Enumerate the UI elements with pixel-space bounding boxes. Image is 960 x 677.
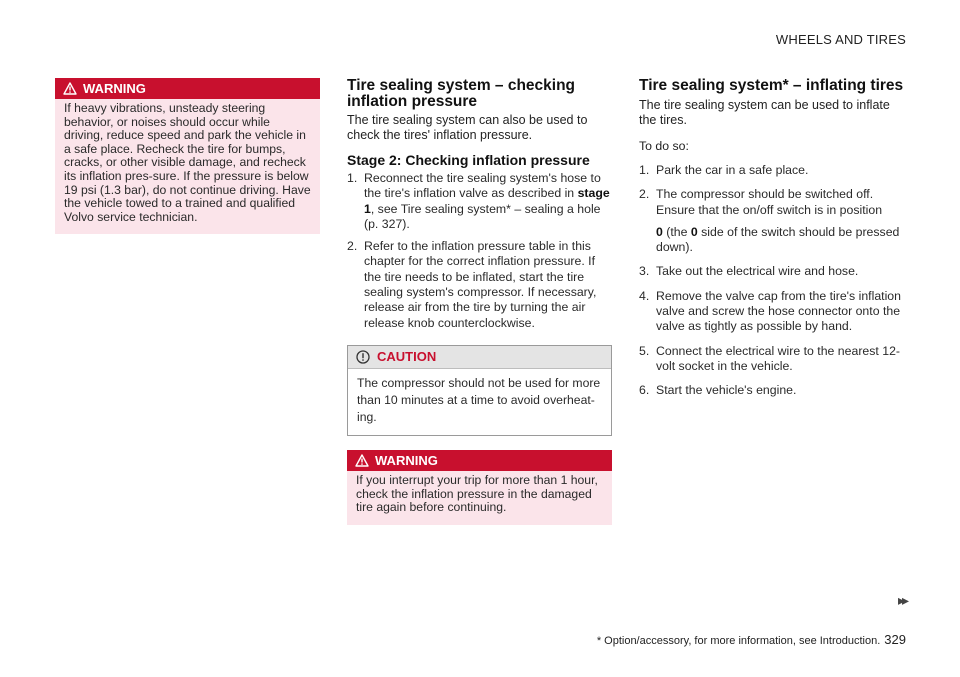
step-number: 2. (347, 239, 358, 254)
warning-triangle-icon (355, 454, 369, 467)
section-title: Tire sealing system* – inflating tires (639, 77, 904, 94)
step-text-link[interactable]: , see Tire sealing system* – sealing a hole (p. 327). (364, 201, 601, 231)
section-title: Tire sealing system – checking inflation pressure (347, 77, 576, 110)
step-text: Park the car in a safe place. (656, 163, 809, 177)
subsection-title: Stage 2: Checking inflation pressure (347, 152, 590, 168)
todo-label: To do so: (639, 139, 689, 153)
page-number: 329 (884, 632, 906, 647)
steps-list (347, 171, 612, 331)
column-2 (347, 78, 612, 525)
warning-title: WARNING (375, 452, 438, 468)
stage-reference: stage 1 (364, 186, 610, 216)
step-number: 4. (639, 288, 650, 303)
list-item (639, 264, 907, 279)
step-text: Take out the electrical wire and hose. (656, 264, 859, 279)
position-zero: 0 (690, 224, 698, 239)
list-item (347, 239, 612, 331)
footnote-text: * Option/accessory, for more information, see Introduction. (596, 635, 881, 647)
caution-box (347, 345, 612, 436)
step-text: Start the vehicle's engine. (656, 383, 797, 398)
section-header: WHEELS AND TIRES (775, 32, 906, 47)
step-text: Refer to the inflation pressure table in this chapter for the correct inflation pressure. If the tire needs to be inflated, start the tire sealing system's compressor. If necessary, release air from the tire by turning the air release knob counterclockwise. (364, 239, 597, 330)
warning-title: WARNING (83, 81, 146, 96)
step-text: The compressor should be switched off. Ensure that the on/off switch is in position (656, 187, 883, 217)
column-1 (55, 78, 320, 234)
step-text: side of the switch should be pressed down). (656, 224, 900, 255)
list-item (639, 289, 907, 335)
caution-header (348, 346, 611, 369)
step-text: Remove the valve cap from the tire's inflation valve and screw the hose connector onto the valve as tightly as possible by hand. (656, 288, 901, 334)
warning-box (347, 450, 612, 525)
double-chevron-right-icon: ▸▸ (897, 592, 906, 608)
list-item (639, 163, 907, 178)
caution-icon (356, 350, 370, 364)
steps-list (639, 163, 907, 399)
section-intro: The tire sealing system can be used to inflate the tires. (639, 98, 890, 127)
step-number: 2. (639, 187, 650, 202)
warning-header (55, 78, 320, 99)
step-number: 3. (639, 264, 650, 279)
list-item (639, 344, 907, 375)
step-text: (the (662, 224, 691, 239)
warning-text: If heavy vibrations, unsteady steering behavior, or noises should occur while driving, reduce speed and park the vehicle in a safe place. Recheck the tire for bumps, cracks, or other visible damage, and recheck its inflation pres-sure. If the pressure is below 19 psi (1.3 bar), do not continue driving. Have the vehicle towed to a trained and qualified Volvo service technician. (64, 101, 311, 224)
list-item (639, 383, 907, 398)
step-number: 1. (639, 163, 650, 177)
warning-triangle-icon (63, 82, 77, 95)
page-footer (597, 632, 906, 647)
step-text: Connect the electrical wire to the nearest 12-volt socket in the vehicle. (656, 343, 901, 373)
warning-text: If you interrupt your trip for more than 1 hour, check the inflation pressure in the damaged tire again before continuing. (356, 472, 598, 515)
step-number: 1. (347, 171, 358, 185)
caution-title: CAUTION (377, 349, 437, 365)
position-zero: 0 (656, 224, 663, 239)
step-continuation (656, 225, 907, 256)
caution-text: The compressor should not be used for more than 10 minutes at a time to avoid overheat-ing. (357, 375, 601, 424)
section-intro: The tire sealing system can also be used to check the tires' inflation pressure. (347, 113, 588, 142)
step-number: 5. (639, 343, 650, 358)
list-item (639, 187, 907, 255)
step-number: 6. (639, 383, 650, 398)
step-text: Reconnect the tire sealing system's hose to the tire's inflation valve as described in (364, 171, 601, 201)
list-item (347, 171, 612, 232)
column-3 (639, 78, 907, 399)
warning-box (55, 78, 320, 234)
warning-header (347, 450, 612, 471)
